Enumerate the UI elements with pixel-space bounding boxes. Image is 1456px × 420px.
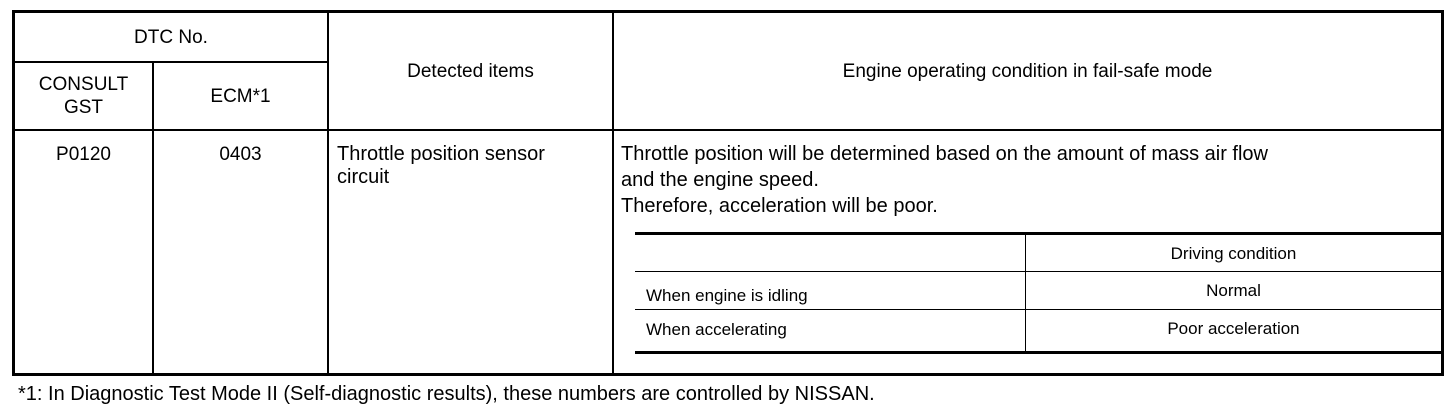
subtable-row-label: When accelerating bbox=[646, 320, 787, 339]
dtc-consult-code: P0120 bbox=[56, 144, 111, 165]
subtable-row-label: When engine is idling bbox=[646, 286, 808, 305]
divider bbox=[635, 271, 1441, 272]
dtc-ecm-code: 0403 bbox=[219, 144, 262, 165]
failsafe-description: Throttle position will be determined based on the amount of mass air flow and the engine speed. Therefore, acceleration will be poor. bbox=[621, 143, 1269, 217]
detected-item: Throttle position sensor circuit bbox=[337, 143, 545, 188]
divider bbox=[635, 309, 1441, 310]
divider bbox=[635, 232, 1441, 235]
header-dtc-no: DTC No. bbox=[134, 26, 208, 48]
dtc-table bbox=[12, 10, 1444, 376]
subtable-header: Driving condition bbox=[1170, 244, 1297, 263]
header-consult-gst: CONSULT GST bbox=[38, 74, 129, 118]
footnote: *1: In Diagnostic Test Mode II (Self-diagnostic results), these numbers are controlled by NISSAN. bbox=[18, 383, 875, 405]
subtable-row-value: Poor acceleration bbox=[1167, 319, 1300, 338]
divider bbox=[15, 129, 1441, 131]
header-detected-items: Detected items bbox=[407, 60, 534, 82]
divider bbox=[635, 351, 1441, 354]
header-ecm: ECM*1 bbox=[210, 85, 271, 107]
subtable-row-value: Normal bbox=[1206, 281, 1261, 300]
header-condition: Engine operating condition in fail-safe mode bbox=[842, 60, 1213, 82]
